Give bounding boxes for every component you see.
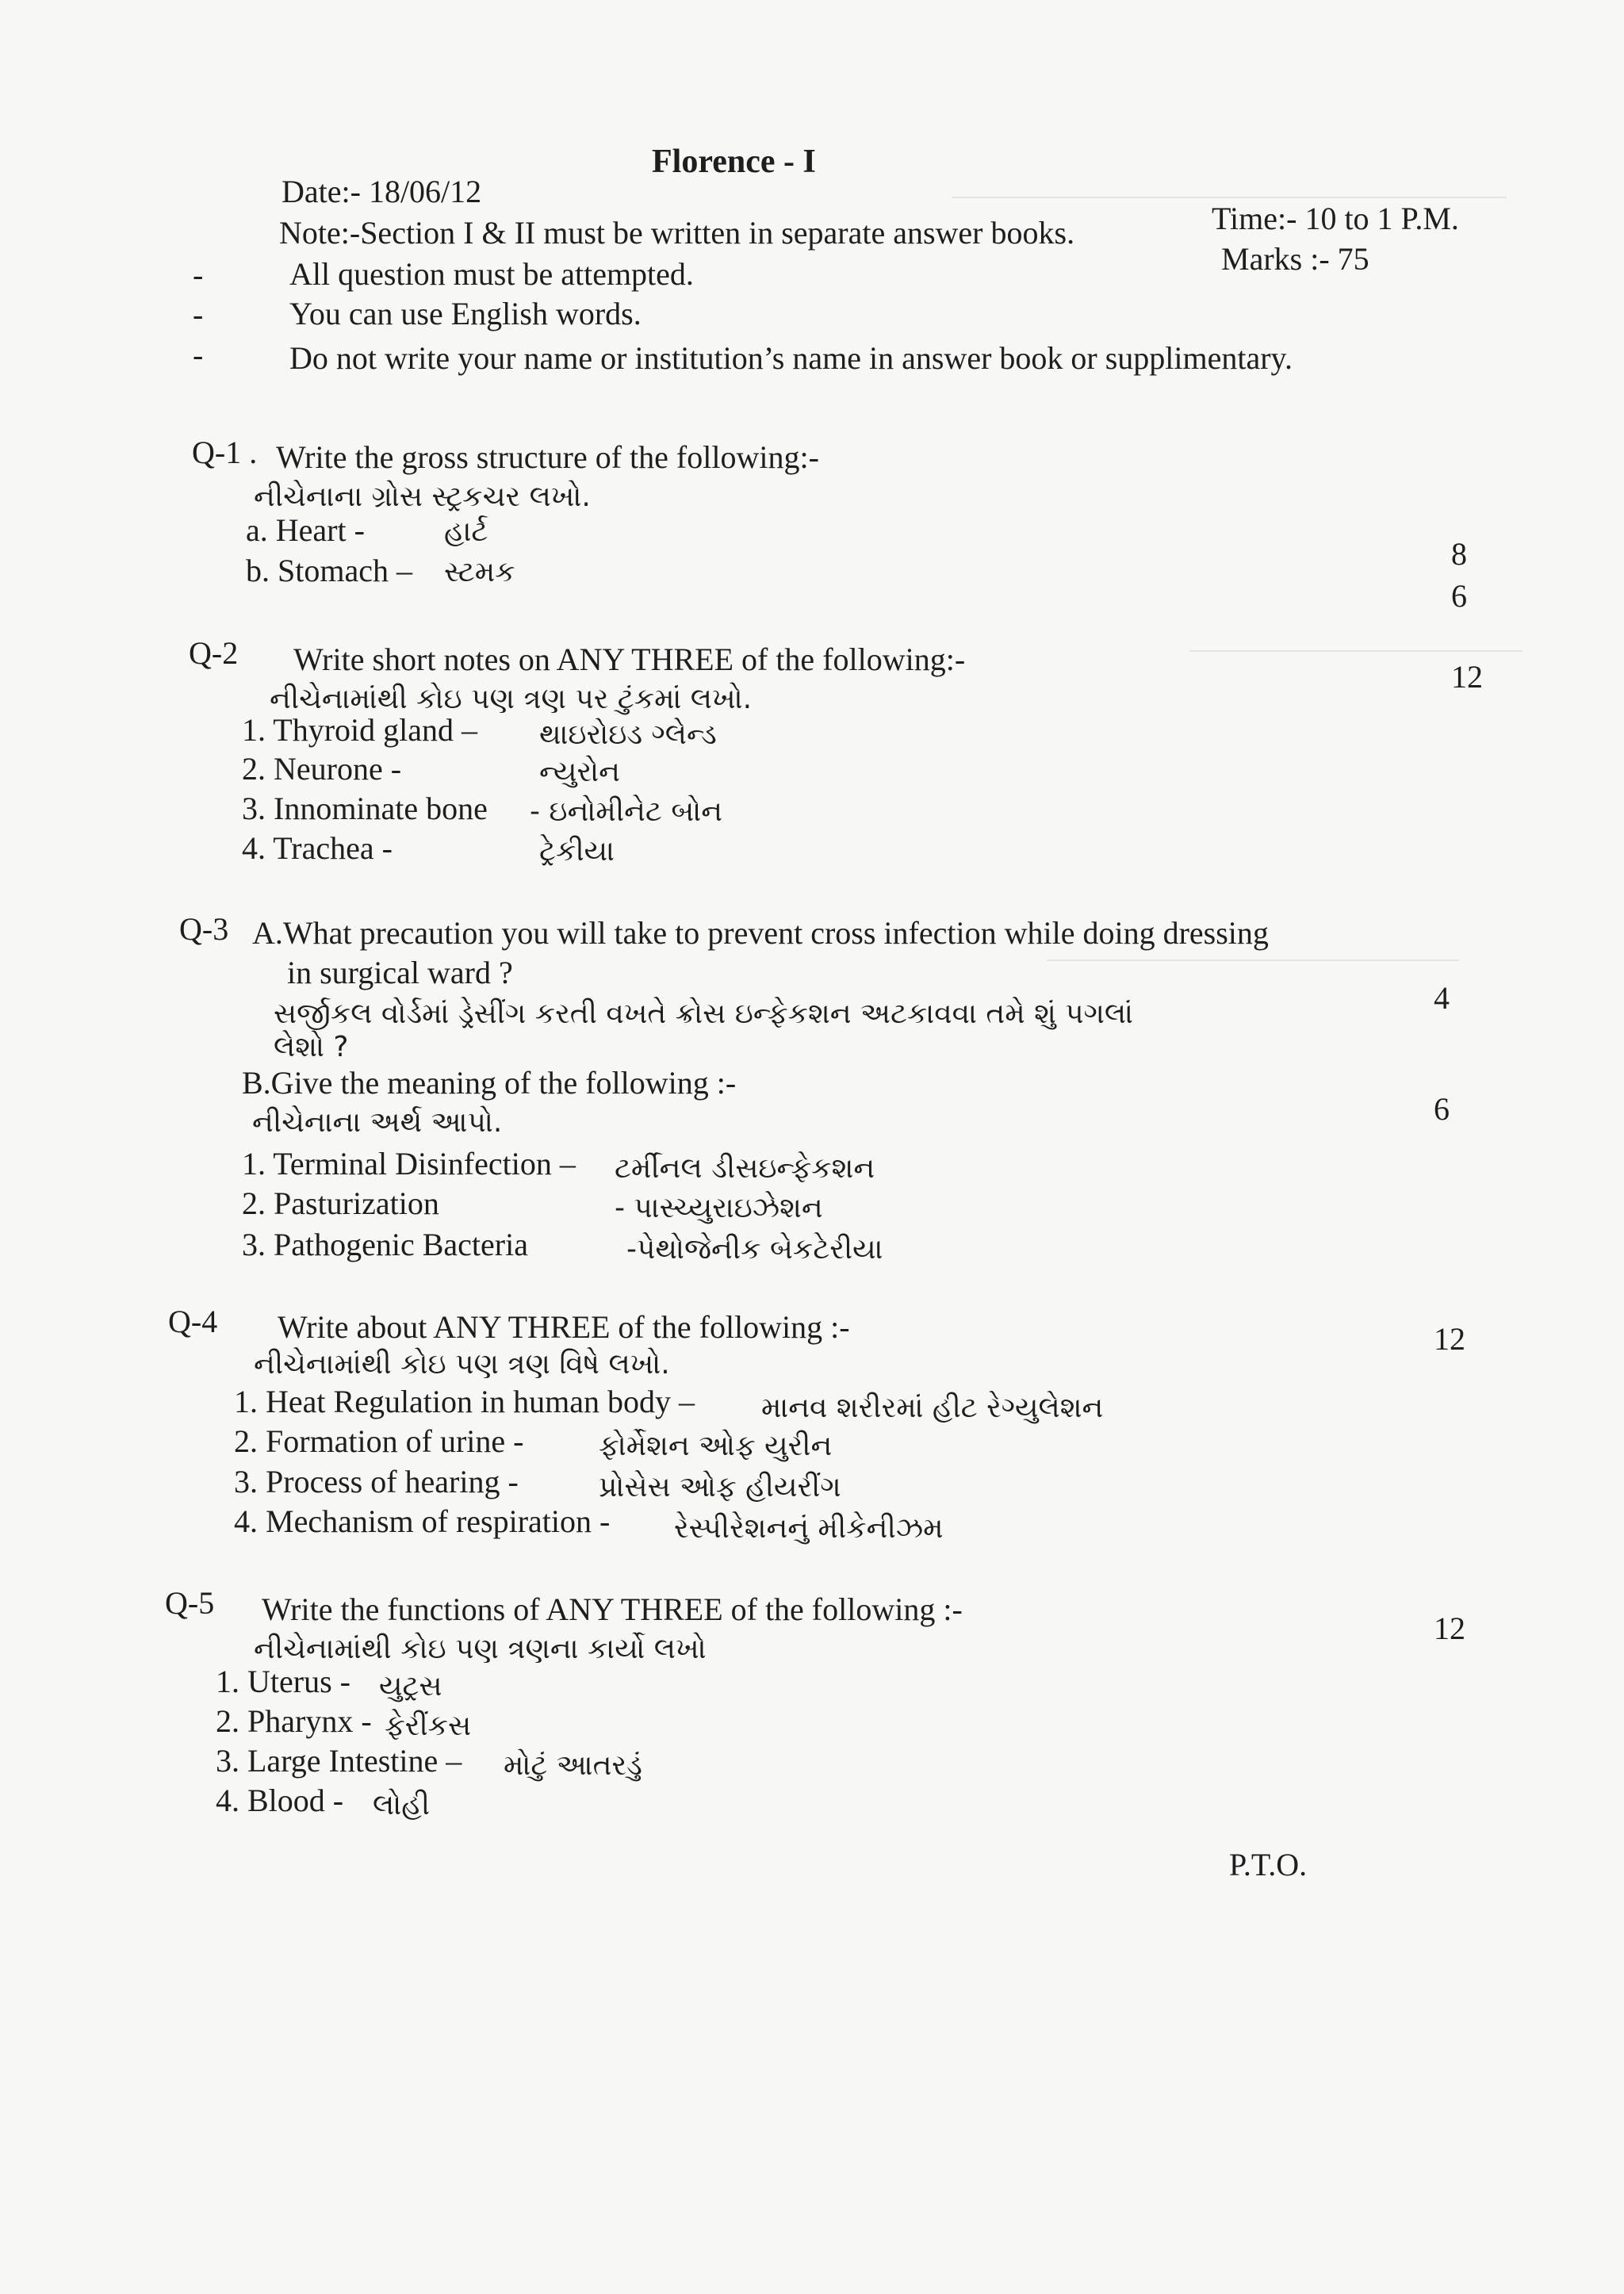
q2-marks: 12 — [1451, 659, 1483, 695]
q3b-item-gujarati: ટર્મીનલ ડીસઇન્ફેકશન — [615, 1152, 875, 1185]
q4-item-gujarati: રેસ્પીરેશનનું મીકેનીઝમ — [674, 1512, 944, 1545]
instruction-1: All question must be attempted. — [289, 256, 694, 292]
q2-item-label: 4. Trachea - — [242, 830, 393, 866]
q3a-question-gujarati-cont: લેશો ? — [274, 1031, 349, 1063]
exam-date: Date:- 18/06/12 — [282, 174, 482, 209]
q5-question-gujarati: નીચેનામાંથી કોઇ પણ ત્રણના કાર્યો લખો — [254, 1633, 707, 1665]
q4-number: Q-4 — [168, 1304, 218, 1339]
q1-number: Q-1 . — [192, 435, 258, 470]
q4-item-label: 4. Mechanism of respiration - — [234, 1503, 611, 1539]
q1-item-gujarati: હાર્ટ — [444, 515, 488, 548]
q1-marks-a: 8 — [1451, 536, 1467, 572]
q2-item-gujarati: ન્યુરોન — [539, 756, 620, 788]
bullet-dash: - — [193, 257, 204, 293]
q2-item-label: 1. Thyroid gland – — [242, 712, 478, 748]
bullet-dash: - — [193, 297, 204, 332]
q2-item-gujarati: ટ્રેકીયા — [539, 835, 615, 867]
q5-item-label: 2. Pharynx - — [216, 1703, 372, 1739]
q3b-item-label: 3. Pathogenic Bacteria — [242, 1227, 528, 1262]
q3a-question: A.What precaution you will take to prevent cross infection while doing dressing — [252, 915, 1269, 951]
q5-item-gujarati: યુટ્રસ — [379, 1670, 442, 1702]
q4-question-gujarati: નીચેનામાંથી કોઇ પણ ત્રણ વિષે લખો. — [254, 1348, 670, 1381]
q5-item-label: 1. Uterus - — [216, 1664, 350, 1699]
note-line: Note:-Section I & II must be written in separate answer books. — [279, 215, 1075, 251]
q5-item-gujarati: ફેરીંકસ — [385, 1710, 472, 1742]
q2-item-label: 3. Innominate bone — [242, 791, 488, 826]
q3a-question-gujarati: સર્જીકલ વોર્ડમાં ડ્રેસીંગ કરતી વખતે ક્રોસ ઇન્ફેકશન અટકાવવા તમે શું પગલાં — [274, 998, 1133, 1030]
total-marks: Marks :- 75 — [1221, 241, 1369, 277]
q4-item-gujarati: ફોર્મેશન ઓફ યુરીન — [599, 1430, 833, 1462]
q2-question: Write short notes on ANY THREE of the following:- — [293, 641, 966, 677]
q3b-item-gujarati: -પેથોજેનીક બેકટેરીયા — [626, 1233, 883, 1266]
q4-item-gujarati: પ્રોસેસ ઓફ હીયરીંગ — [599, 1471, 841, 1503]
q5-marks: 12 — [1434, 1610, 1465, 1646]
q4-marks: 12 — [1434, 1321, 1465, 1357]
q3b-item-gujarati: - પાસ્ચ્યુરાઇઝેશન — [615, 1192, 823, 1224]
q5-number: Q-5 — [165, 1585, 215, 1621]
instruction-2: You can use English words. — [289, 296, 642, 331]
q5-item-label: 3. Large Intestine – — [216, 1743, 462, 1779]
q3b-item-label: 1. Terminal Disinfection – — [242, 1146, 576, 1181]
q3a-question-cont: in surgical ward ? — [287, 955, 513, 990]
q4-item-gujarati: માનવ શરીરમાં હીટ રેગ્યુલેશન — [761, 1392, 1104, 1424]
q3b-question: B.Give the meaning of the following :- — [242, 1065, 737, 1101]
instruction-3: Do not write your name or institution’s name in answer book or supplimentary. — [289, 340, 1293, 376]
q4-question: Write about ANY THREE of the following :- — [278, 1309, 850, 1345]
q2-number: Q-2 — [189, 635, 239, 671]
q1-marks-b: 6 — [1451, 578, 1467, 614]
q3b-item-label: 2. Pasturization — [242, 1185, 439, 1221]
q2-item-gujarati: - ઇનોમીનેટ બોન — [530, 795, 723, 828]
q3b-question-gujarati: નીચેનાના અર્થ આપો. — [252, 1106, 503, 1139]
q3a-marks: 4 — [1434, 980, 1450, 1016]
q2-item-gujarati: થાઇરોઇડ ગ્લેન્ડ — [539, 718, 717, 751]
please-turn-over: P.T.O. — [1229, 1847, 1308, 1882]
q1-item-label: a. Heart - — [246, 512, 365, 548]
q2-item-label: 2. Neurone - — [242, 751, 402, 787]
q4-item-label: 3. Process of hearing - — [234, 1464, 519, 1499]
q5-item-label: 4. Blood - — [216, 1783, 344, 1818]
bullet-dash: - — [193, 337, 204, 373]
q3-number: Q-3 — [179, 911, 229, 947]
bleed-through-mark — [1047, 959, 1459, 961]
q1-item-label: b. Stomach – — [246, 553, 412, 588]
q4-item-label: 2. Formation of urine - — [234, 1423, 524, 1459]
exam-time: Time:- 10 to 1 P.M. — [1212, 201, 1459, 236]
q1-question-gujarati: નીચેનાના ગ્રોસ સ્ટ્રકચર લખો. — [254, 481, 591, 513]
q5-item-gujarati: મોટું આતરડું — [504, 1749, 642, 1782]
q5-question: Write the functions of ANY THREE of the following :- — [262, 1591, 963, 1627]
q1-question: Write the gross structure of the following:- — [276, 439, 819, 475]
q4-item-label: 1. Heat Regulation in human body – — [234, 1384, 695, 1419]
bleed-through-mark — [1189, 650, 1522, 652]
q2-question-gujarati: નીચેનામાંથી કોઇ પણ ત્રણ પર ટુંકમાં લખો. — [270, 683, 753, 715]
q1-item-gujarati: સ્ટમક — [444, 556, 515, 588]
paper-title: Florence - I — [652, 144, 816, 180]
q5-item-gujarati: લોહી — [373, 1789, 431, 1821]
bleed-through-mark — [952, 197, 1507, 198]
q3b-marks: 6 — [1434, 1091, 1450, 1127]
